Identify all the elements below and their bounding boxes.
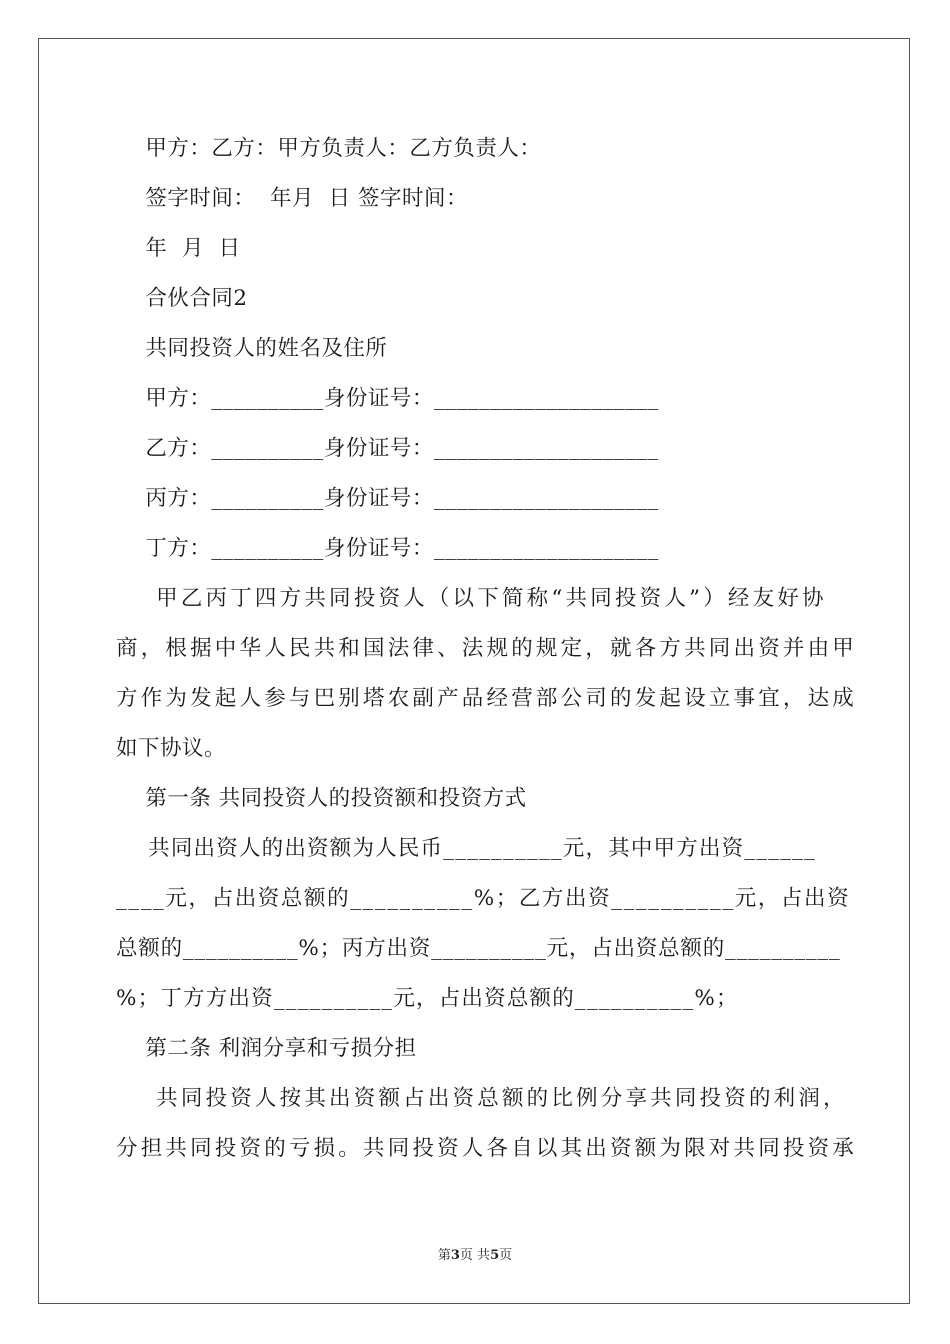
text-line-1: 甲方：乙方：甲方负责人：乙方负责人： xyxy=(116,136,542,161)
current-page-number: 3 xyxy=(450,1248,460,1263)
text-line-16: ____元，占出资总额的__________%；乙方出资__________元，占出资 xyxy=(116,886,851,911)
footer-suffix: 页 xyxy=(499,1248,513,1263)
text-line-21: 分担共同投资的亏损。共同投资人各自以其出资额为限对共同投资承 xyxy=(116,1136,858,1161)
page-border xyxy=(38,38,910,1304)
text-line-7: 乙方：__________身份证号：____________________ xyxy=(116,436,659,461)
text-line-20: 共同投资人按其出资额占出资总额的比例分享共同投资的利润， xyxy=(116,1086,848,1111)
text-line-4: 合伙合同2 xyxy=(116,286,248,311)
text-line-3: 年 月 日 xyxy=(116,236,241,261)
text-line-11: 商，根据中华人民共和国法律、法规的规定，就各方共同出资并由甲 xyxy=(116,636,858,661)
text-line-9: 丁方：__________身份证号：____________________ xyxy=(116,536,659,561)
text-line-2: 签字时间： 年月 日 签字时间： xyxy=(116,186,469,211)
page-footer xyxy=(0,1244,950,1263)
text-line-13: 如下协议。 xyxy=(116,736,227,761)
text-line-17: 总额的__________%；丙方出资__________元，占出资总额的__________ xyxy=(116,936,841,961)
text-line-10: 甲乙丙丁四方共同投资人（以下简称“共同投资人”）经友好协 xyxy=(116,586,827,611)
text-line-18: %；丁方方出资__________元，占出资总额的__________%； xyxy=(116,986,739,1011)
footer-prefix: 第 xyxy=(437,1248,451,1263)
text-line-6: 甲方：__________身份证号：____________________ xyxy=(116,386,659,411)
text-line-5: 共同投资人的姓名及住所 xyxy=(116,336,388,361)
text-line-14: 第一条 共同投资人的投资额和投资方式 xyxy=(116,786,527,811)
footer-mid: 页 共 xyxy=(459,1248,491,1263)
text-line-12: 方作为发起人参与巴别塔农副产品经营部公司的发起设立事宜，达成 xyxy=(116,686,858,711)
text-line-8: 丙方：__________身份证号：____________________ xyxy=(116,486,659,511)
total-page-number: 5 xyxy=(490,1248,500,1263)
text-line-15: 共同出资人的出资额为人民币__________元，其中甲方出资______ xyxy=(116,836,817,861)
text-line-19: 第二条 利润分享和亏损分担 xyxy=(116,1036,417,1061)
